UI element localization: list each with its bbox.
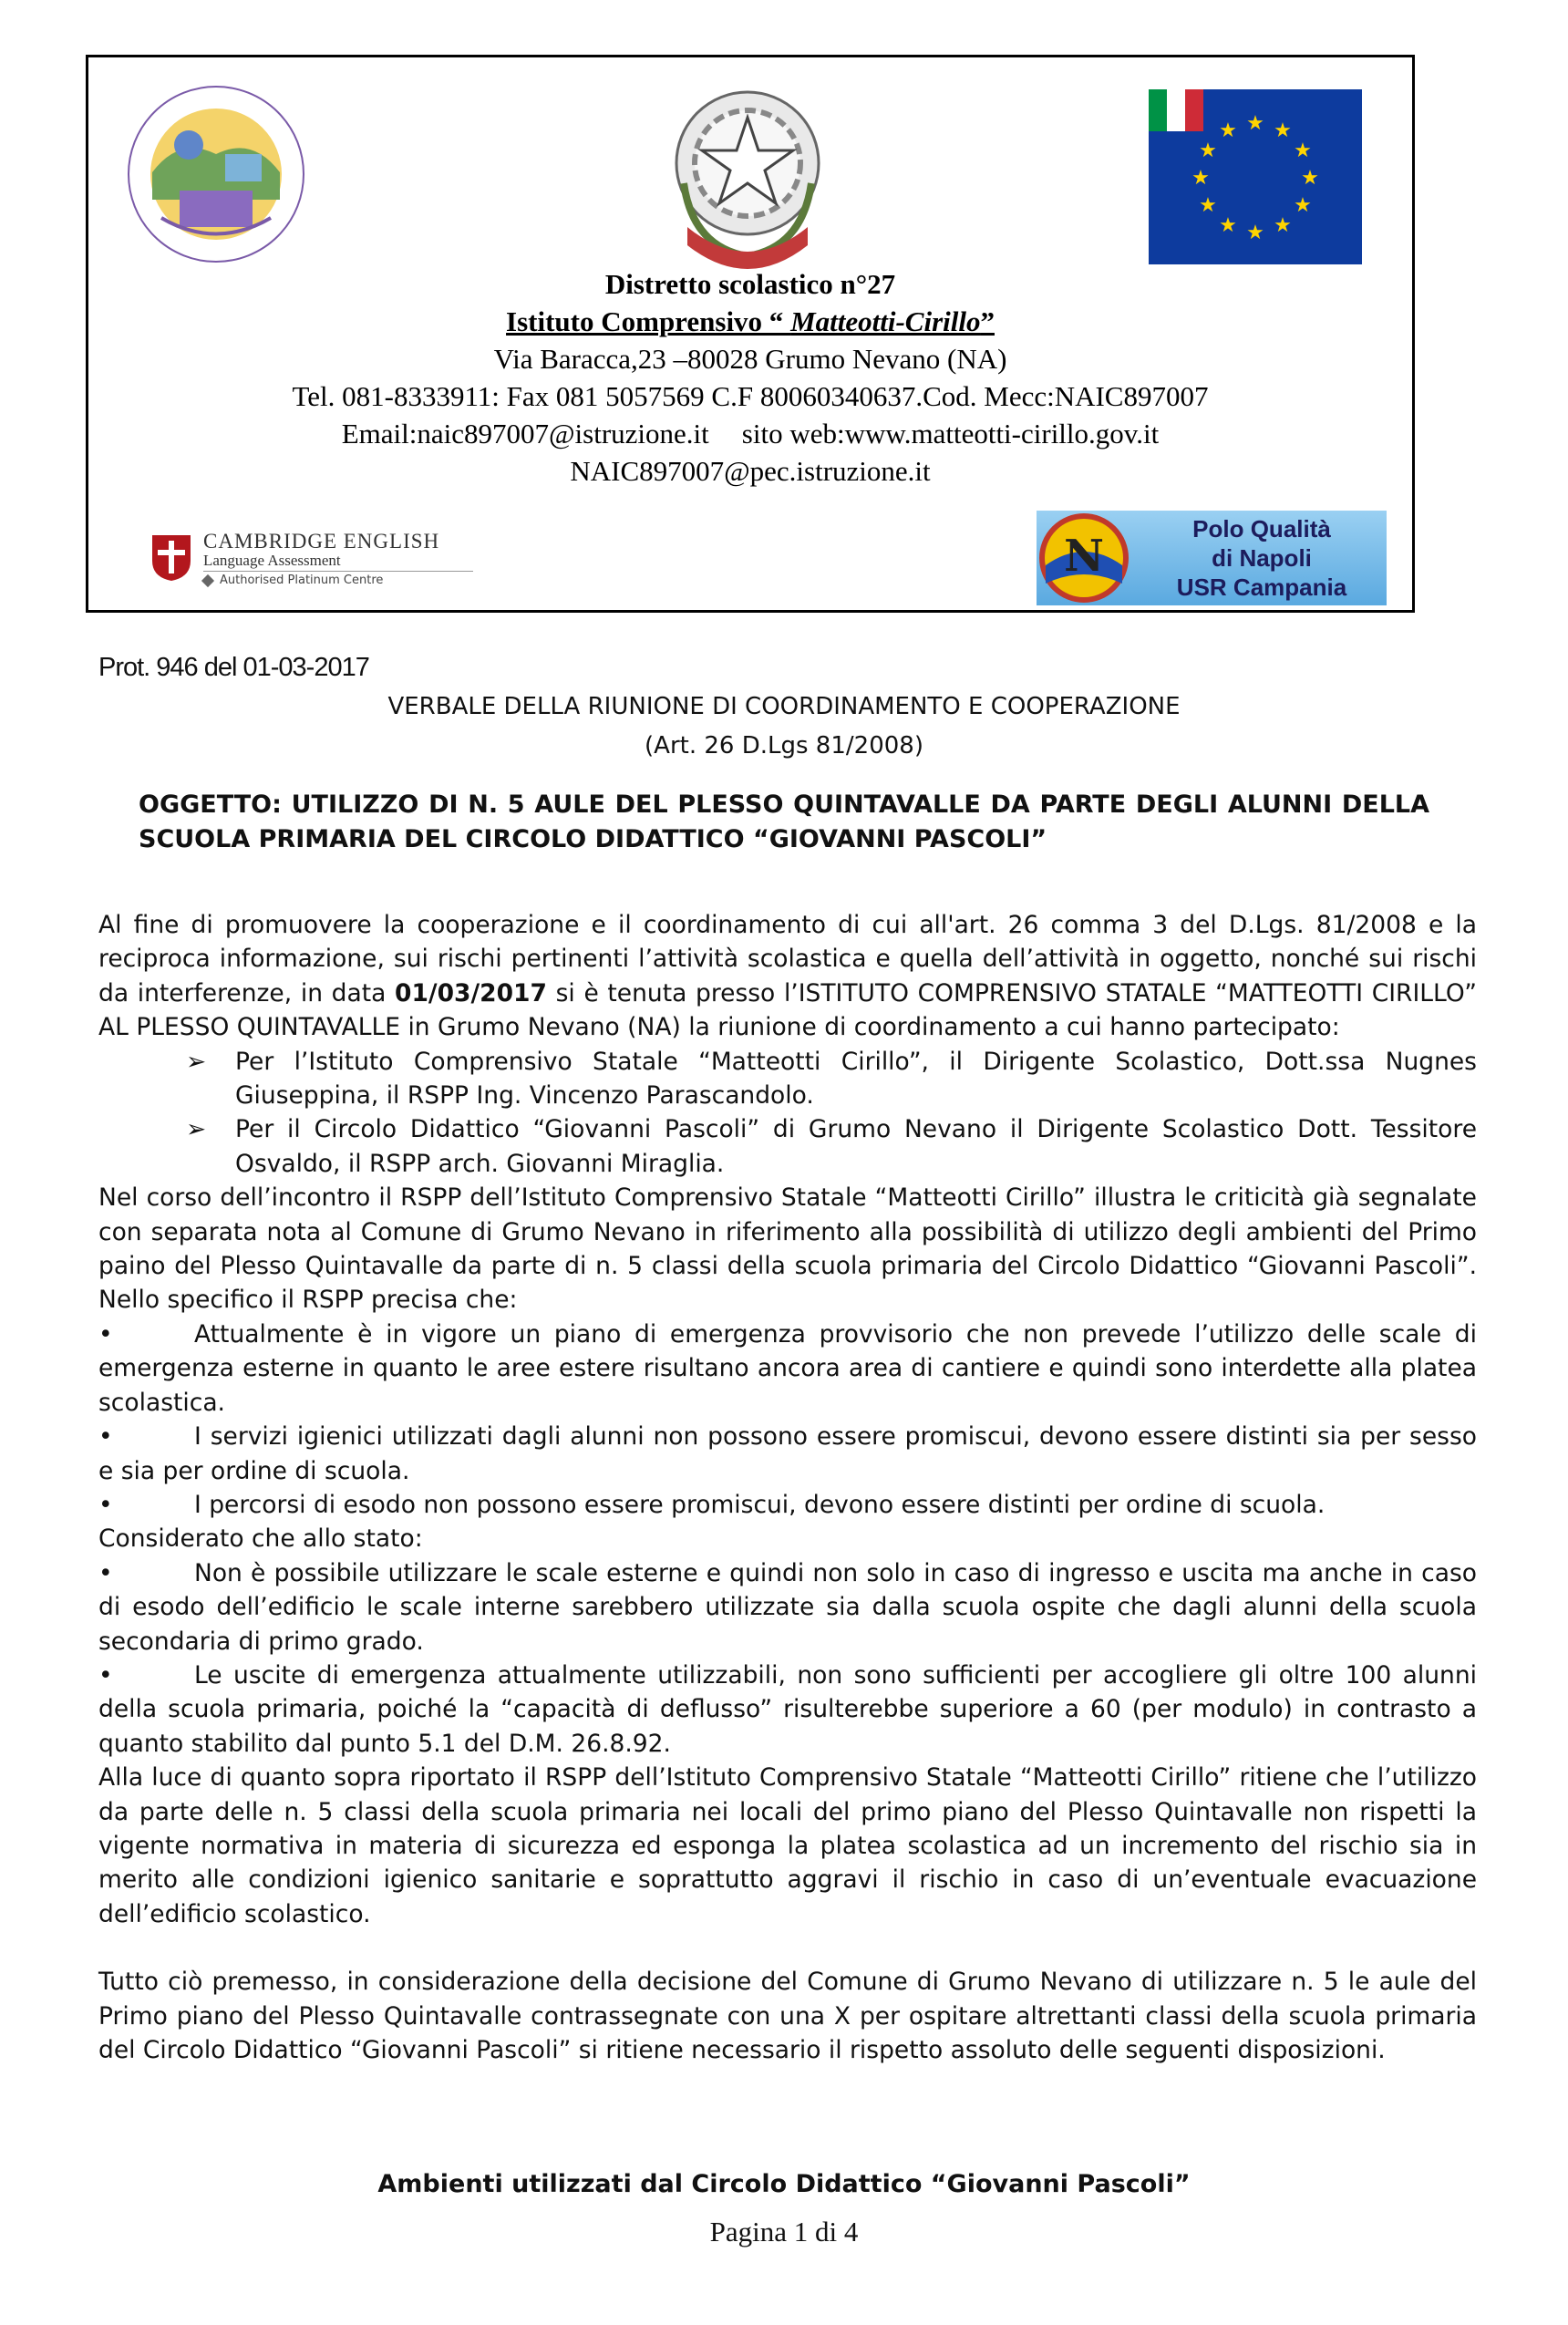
bullet-icon: • bbox=[98, 1319, 113, 1348]
institute-line: Istituto Comprensivo “ Matteotti-Cirillo” bbox=[506, 305, 995, 337]
premise-paragraph: Tutto ciò premesso, in considerazione della decisione del Comune di Grumo Nevano di utilizzare n. 5 le aule del Primo piano del Plesso Quintavalle contrassegnate con una X per ospitare altrettanti classi della scuola primaria del Circolo Didattico “Giovanni Pascoli” si ritiene necessario il rispetto assoluto delle seguenti disposizioni. bbox=[98, 1968, 1477, 2064]
svg-text:★: ★ bbox=[1199, 140, 1217, 162]
cambridge-crest-icon bbox=[150, 533, 192, 583]
address-line: Via Baracca,23 –80028 Grumo Nevano (NA) bbox=[493, 343, 1007, 375]
list-item: • Le uscite di emergenza attualmente utilizzabili, non sono sufficienti per accogliere gli oltre 100 alunni della scuola primaria, poiché la “capacità di deflusso” risulterebbe superiore a 60 (per modulo) in contrasto a quanto stabilito dal punto 5.1 del D.M. 26.8.92. bbox=[98, 1658, 1477, 1761]
svg-text:★: ★ bbox=[1274, 214, 1292, 237]
letterhead bbox=[86, 55, 1415, 613]
svg-text:★: ★ bbox=[1219, 119, 1237, 142]
subject-heading: OGGETTO: UTILIZZO DI N. 5 AULE DEL PLESSO QUINTAVALLE DA PARTE DEGLI ALUNNI DELLA SCUOLA PRIMARIA DEL CIRCOLO DIDATTICO “GIOVANNI PASCOLI” bbox=[139, 790, 1429, 853]
contacts-line: Tel. 081-8333911: Fax 081 5057569 C.F 80060340637.Cod. Mecc:NAIC897007 bbox=[292, 380, 1209, 412]
email-text: Email:naic897007@istruzione.it bbox=[341, 418, 709, 450]
protocol-number: Prot. 946 del 01-03-2017 bbox=[98, 653, 369, 682]
section-heading: Ambienti utilizzati dal Circolo Didattico “Giovanni Pascoli” bbox=[377, 2170, 1191, 2198]
cambridge-logo bbox=[150, 530, 479, 592]
svg-text:N: N bbox=[1064, 531, 1104, 582]
list-item: • Attualmente è in vigore un piano di emergenza provvisorio che non prevede l’utilizzo delle scale di emergenza esterne in quanto le aree estere risultano ancora area di cantiere e quindi sono interdette alla platea scolastica. bbox=[98, 1318, 1477, 1420]
svg-text:★: ★ bbox=[1246, 112, 1264, 135]
participant-item: ➢ Per l’Istituto Comprensivo Statale “Matteotti Cirillo”, il Dirigente Scolastico, Dott.ssa Nugnes Giuseppina, il RSPP Ing. Vincenzo Parascandolo. bbox=[98, 1045, 1477, 1113]
list-item: • Non è possibile utilizzare le scale esterne e quindi non solo in caso di ingresso e uscita ma anche in caso di esodo dell’edificio le scale interne sarebbero utilizzate sia dalla scuola ospite che dagli alunni della scuola secondaria di primo grado. bbox=[98, 1556, 1477, 1658]
bullet-icon: • bbox=[98, 1558, 113, 1587]
arrow-bullet-icon: ➢ bbox=[186, 1047, 207, 1076]
svg-text:★: ★ bbox=[1274, 119, 1292, 142]
participant-item: ➢ Per il Circolo Didattico “Giovanni Pascoli” di Grumo Nevano il Dirigente Scolastico Dott. Tessitore Osvaldo, il RSPP arch. Giovanni Miraglia. bbox=[98, 1112, 1477, 1181]
cambridge-subtitle: Language Assessment bbox=[203, 552, 341, 569]
svg-text:★: ★ bbox=[1219, 214, 1237, 237]
cambridge-divider bbox=[203, 571, 473, 572]
polo-qualita-logo bbox=[1037, 511, 1387, 605]
cambridge-name: CAMBRIDGE ENGLISH bbox=[203, 530, 440, 553]
document-title: VERBALE DELLA RIUNIONE DI COORDINAMENTO E COOPERAZIONE bbox=[387, 693, 1181, 720]
svg-text:★: ★ bbox=[1199, 194, 1217, 217]
rspp-paragraph: Nel corso dell’incontro il RSPP dell’Istituto Comprensivo Statale “Matteotti Cirillo” illustra le criticità già segnalate con separata nota al Comune di Grumo Nevano in riferimento alla possibilità di utilizzo degli ambienti del Primo paino del Plesso Quintavalle da parte di n. 5 classi della scuola primaria del Circolo Didattico “Giovanni Pascoli”. Nello specifico il RSPP precisa che: bbox=[98, 1183, 1477, 1315]
svg-text:★: ★ bbox=[1294, 194, 1312, 217]
considerato-line: Considerato che allo stato: bbox=[98, 1524, 423, 1554]
intro-paragraph: Al fine di promuovere la cooperazione e il coordinamento di cui all'art. 26 comma 3 del D.Lgs. 81/2008 e la reciproca informazione, sui rischi pertinenti l’attività scolastica e quella dell’attività in oggetto, nonché sui rischi da interferenze, in data 01/03/2017 si è tenuta presso l’ISTITUTO COMPRENSIVO STATALE “MATTEOTTI CIRILLO” AL PLESSO QUINTAVALLE in Grumo Nevano (NA) la riunione di coordinamento a cui hanno partecipato: bbox=[98, 911, 1477, 1042]
email-website-line bbox=[88, 415, 1412, 452]
eu-italy-flags-icon bbox=[1149, 89, 1362, 264]
polo-text: Polo Qualità di Napoli USR Campania bbox=[1176, 515, 1347, 601]
document-body bbox=[98, 908, 1477, 2067]
website-text: sito web:www.matteotti-cirillo.gov.it bbox=[741, 418, 1160, 450]
italian-republic-emblem-icon bbox=[656, 74, 839, 284]
polo-badge-icon bbox=[1037, 511, 1131, 605]
document-subtitle: (Art. 26 D.Lgs 81/2008) bbox=[645, 732, 923, 760]
bullet-icon: • bbox=[98, 1422, 113, 1452]
svg-text:★: ★ bbox=[1191, 167, 1210, 190]
svg-text:★: ★ bbox=[1294, 140, 1312, 162]
letterhead-text bbox=[88, 265, 1412, 490]
cambridge-authorised: Authorised Platinum Centre bbox=[220, 574, 384, 587]
list-item: • I servizi igienici utilizzati dagli alunni non possono essere promiscui, devono essere distinti sia per sesso e sia per ordine di scuola. bbox=[98, 1420, 1477, 1488]
district-line: Distretto scolastico n°27 bbox=[604, 268, 896, 300]
school-logo-icon bbox=[125, 81, 307, 273]
arrow-bullet-icon: ➢ bbox=[186, 1115, 207, 1144]
bullet-icon: • bbox=[98, 1660, 113, 1690]
meeting-date: 01/03/2017 bbox=[395, 978, 547, 1008]
svg-text:★: ★ bbox=[1246, 222, 1264, 244]
svg-text:★: ★ bbox=[1301, 167, 1319, 190]
diamond-icon bbox=[201, 574, 214, 587]
page-number: Pagina 1 di 4 bbox=[709, 2216, 859, 2248]
institute-name: Matteotti-Cirillo bbox=[790, 305, 981, 337]
bullet-icon: • bbox=[98, 1490, 113, 1519]
list-item: • I percorsi di esodo non possono essere promiscui, devono essere distinti per ordine di scuola. bbox=[98, 1488, 1477, 1522]
pec-line: NAIC897007@pec.istruzione.it bbox=[570, 455, 931, 487]
conclusion-paragraph: Alla luce di quanto sopra riportato il RSPP dell’Istituto Comprensivo Statale “Matteotti Cirillo” ritiene che l’utilizzo da parte delle n. 5 classi della scuola primaria nei locali del primo piano del Plesso Quintavalle non rispetti la vigente normativa in materia di sicurezza ed esponga la platea scolastica ad un incremento del rischio sia in merito alle condizioni igienico sanitarie e soprattutto aggravi il rischio in caso di un’eventuale evacuazione dell’edificio scolastico. bbox=[98, 1763, 1477, 1928]
